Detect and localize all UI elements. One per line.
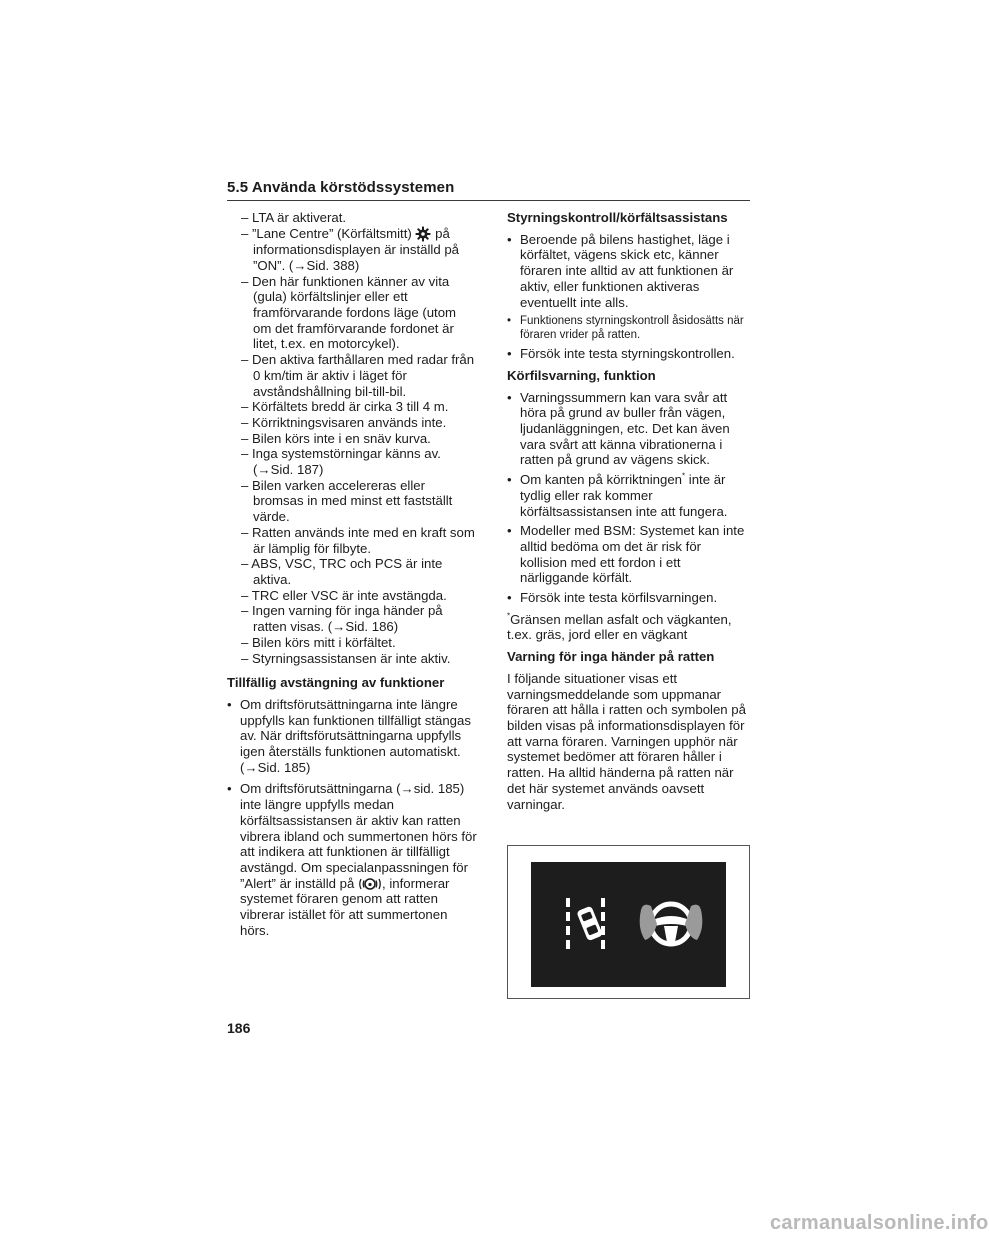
condition-item: – Den här funktionen känner av vita (gula) körfältslinjer eller ett framförvarande fordons läge (utom om det framförvarande fordonet är litet, t.ex. en motorcykel).: [227, 274, 477, 353]
watermark: carmanualsonline.info: [770, 1212, 989, 1234]
steering-wheel-vibration-icon: [358, 877, 382, 891]
condition-item: – Körfältets bredd är cirka 3 till 4 m.: [227, 399, 477, 415]
bullet-text: Om driftsförutsättningarna (: [240, 781, 401, 797]
condition-item: – Körriktningsvisaren används inte.: [227, 415, 477, 431]
bullet-mark: •: [227, 781, 232, 797]
bullet-mark: •: [507, 590, 512, 606]
section-divider: [227, 200, 750, 201]
bullet-mark: •: [507, 346, 512, 362]
warning-symbols: [531, 862, 726, 987]
arrow-symbol: →: [244, 759, 258, 775]
page-reference: Sid. 186): [345, 619, 399, 635]
footnote: [507, 612, 750, 643]
bullet-item: [507, 590, 750, 606]
bullet-item: [507, 472, 750, 519]
condition-item: – ABS, VSC, TRC och PCS är inte aktiva.: [227, 556, 477, 587]
condition-item: – Styrningsassistansen är inte aktiv.: [227, 651, 477, 667]
bullet-mark: •: [507, 389, 512, 405]
bullet-item: [507, 314, 750, 342]
bullet-text: Modeller med BSM: Systemet kan inte alltid bedöma om det är risk för kollision med ett fordon i ett närliggande körfält.: [520, 523, 745, 586]
footnote-mark: *: [682, 471, 686, 481]
condition-item: – Bilen varken accelereras eller bromsas in med minst ett fastställt värde.: [227, 478, 477, 525]
bullet-mark: •: [507, 315, 512, 328]
hands-off-paragraph: I följande situationer visas ett varningsmeddelande som uppmanar föraren att hålla i ratten och symbolen på bilden visas på informationsdisplayen för att varna föraren. Varningen upphör när systemet bedömer att föraren håller i ratten. Ha alltid händerna på ratten när det här systemet används oavsett varningar.: [507, 670, 746, 812]
page-reference: Sid. 388): [306, 257, 360, 273]
heading-steering-control: Styrningskontroll/körfältsassistans: [507, 210, 728, 225]
bullet-mark: •: [507, 523, 512, 539]
condition-item: – LTA är aktiverat.: [227, 210, 477, 226]
footnote-mark: *: [507, 611, 511, 621]
bullet-mark: •: [227, 696, 232, 712]
bullet-text: Försök inte testa styrningskontrollen.: [520, 346, 735, 362]
bullet-text: Funktionens styrningskontroll åsidosätts när föraren vrider på ratten.: [520, 315, 744, 342]
warning-display-figure: [507, 845, 750, 999]
condition-text-rest: på informationsdisplayen är inställd på ”ON”. (: [253, 225, 459, 273]
lane-departure-icon: [566, 898, 605, 949]
bullet-mark: •: [507, 231, 512, 247]
bullet-item: [227, 781, 477, 938]
bullet-item: [507, 523, 750, 586]
page-number: 186: [227, 1020, 251, 1036]
arrow-symbol: →: [257, 462, 271, 478]
heading-lane-warning: Körfilsvarning, funktion: [507, 367, 656, 383]
heading-hands-off-warning: Varning för inga händer på ratten: [507, 649, 715, 665]
condition-text: Inga systemstörningar känns av.: [252, 446, 441, 462]
section-title: 5.5 Använda körstödssystemen: [227, 179, 455, 196]
heading-temporary-cancel: Tillfällig avstängning av funktioner: [227, 675, 445, 691]
arrow-symbol: →: [293, 257, 307, 273]
bullet-text-end: , informerar systemet föraren genom att ratten vibrerar istället för att summertonen hörs.: [240, 875, 450, 938]
bullet-text: Varningssummern kan vara svår att höra på grund av buller från vägen, ljudanläggningen, etc. Det kan även vara svårt att känna vibrationerna i ratten på grund av vägens skick.: [520, 389, 730, 468]
bullet-text: Om kanten på körriktningen: [520, 472, 682, 488]
bullet-item: [507, 346, 750, 362]
bullet-text-cont: sid. 185) inte längre uppfylls medan körfältsassistansen är aktiv kan ratten vibrera ibland och summertonen hörs för att indikera att funktionen är tillfälligt avstängd. Om specialanpassningen för ”Alert” är inställd på: [240, 781, 477, 891]
condition-text: Ingen varning för inga händer på ratten visas. (: [252, 603, 443, 635]
bullet-item: [507, 390, 750, 469]
bullet-text: Om driftsförutsättningarna inte längre uppfylls kan funktionen tillfälligt stängas av. När driftsförutsättningarna uppfylls igen återställs funktionen automatiskt. (: [240, 696, 471, 775]
bullet-text: Beroende på bilens hastighet, läge i körfältet, vägens skick etc, känner föraren inte alltid av att funktionen är aktiv, eller funktionen aktiveras eventuellt inte alls.: [520, 231, 734, 310]
bullet-text-cont: inte är tydlig eller rak kommer körfältsassistansen inte att fungera.: [520, 472, 728, 519]
left-column: [227, 210, 477, 942]
condition-item: – Bilen körs inte i en snäv kurva.: [227, 431, 477, 447]
hands-on-wheel-icon: [640, 904, 703, 944]
arrow-symbol: →: [400, 781, 414, 797]
condition-item-hands: [227, 603, 477, 634]
condition-item: – TRC eller VSC är inte avstängda.: [227, 588, 477, 604]
bullet-mark: •: [507, 472, 512, 488]
condition-item: – Bilen körs mitt i körfältet.: [227, 635, 477, 651]
condition-item: – Den aktiva farthållaren med radar från 0 km/tim är aktiv i läget för avståndshållning bil-till-bil.: [227, 352, 477, 399]
condition-item-lane-centre: [227, 226, 477, 274]
information-display: [531, 862, 726, 987]
footnote-text: Gränsen mellan asfalt och vägkanten, t.ex. gräs, jord eller en vägkant: [507, 611, 732, 643]
arrow-symbol: →: [332, 619, 346, 635]
bullet-text: Försök inte testa körfilsvarningen.: [520, 590, 718, 606]
condition-item: – Ratten används inte med en kraft som är lämplig för filbyte.: [227, 525, 477, 556]
page-reference: Sid. 187): [270, 462, 324, 478]
condition-text: ”Lane Centre” (Körfältsmitt): [252, 225, 412, 241]
bullet-item: [507, 232, 750, 311]
right-column: [507, 210, 750, 818]
gear-icon: [415, 226, 431, 242]
condition-item-system: – Inga systemstörningar känns av. (→Sid. 187): [227, 446, 477, 477]
page-reference: Sid. 185): [257, 759, 311, 775]
bullet-item: [227, 697, 477, 776]
